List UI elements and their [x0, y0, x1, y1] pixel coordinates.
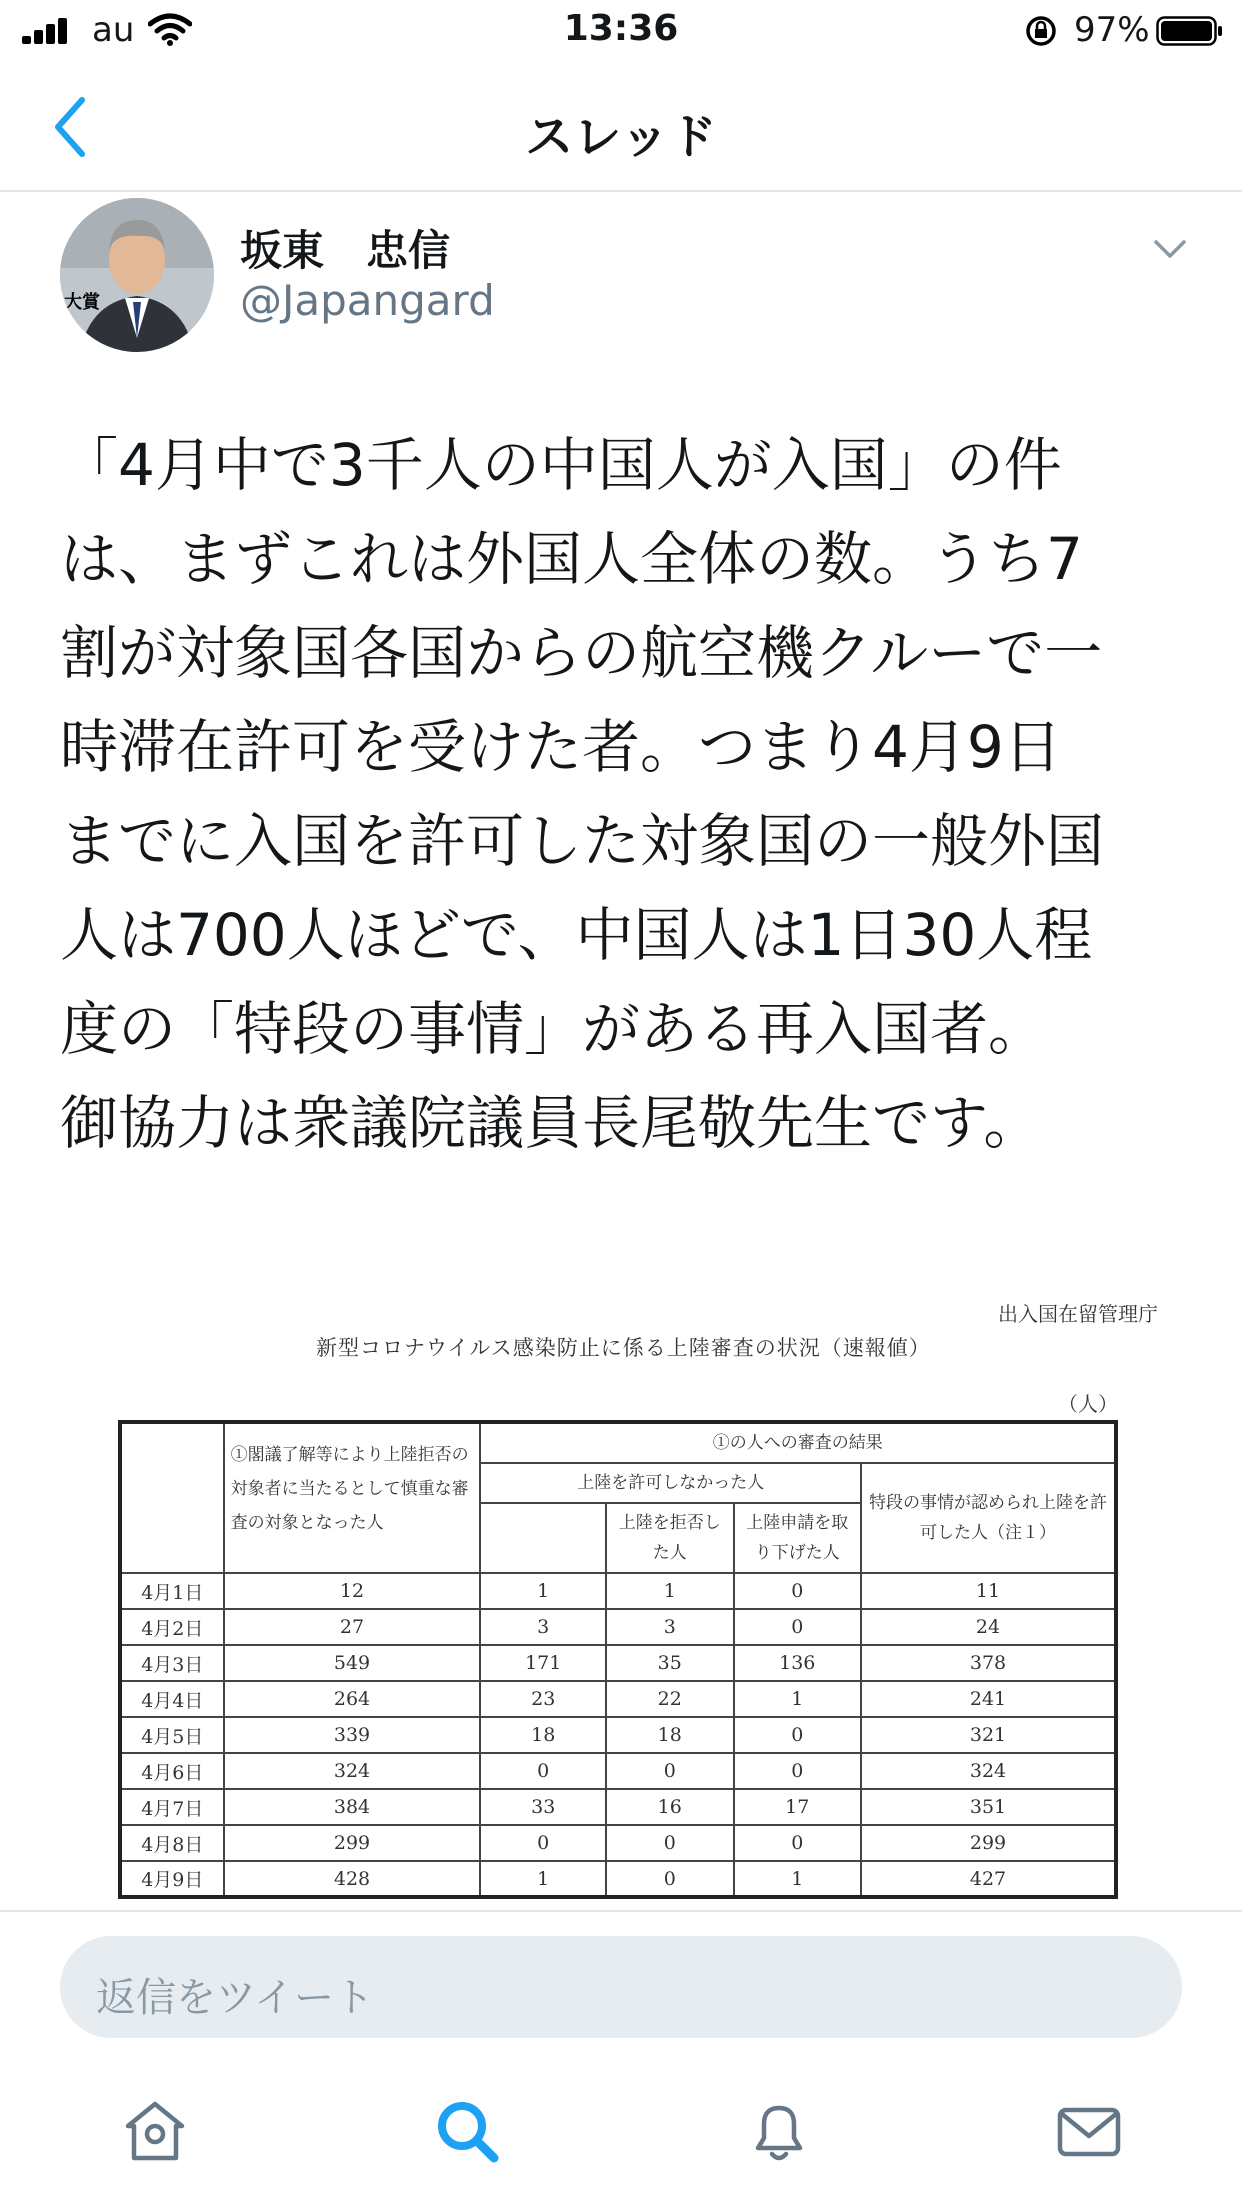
image-unit: （人） — [1058, 1392, 1118, 1416]
status-bar — [0, 0, 1242, 62]
clock: 13:36 — [563, 8, 679, 49]
table-header-blank — [480, 1503, 606, 1573]
table-cell-reviewed: 339 — [224, 1717, 481, 1753]
table-cell-not-permitted: 23 — [480, 1681, 606, 1717]
table-cell-permitted: 299 — [861, 1825, 1116, 1861]
table-cell-permitted: 321 — [861, 1717, 1116, 1753]
orientation-lock-icon — [1024, 14, 1058, 48]
table-cell-date: 4月1日 — [120, 1573, 224, 1609]
display-name[interactable]: 坂東 忠信 — [240, 226, 451, 275]
image-title: 新型コロナウイルス感染防止に係る上陸審査の状況（速報値） — [316, 1336, 931, 1360]
messages-icon[interactable] — [1054, 2096, 1124, 2166]
table-cell-not-permitted: 0 — [480, 1753, 606, 1789]
table-header-special: 特段の事情が認められ上陸を許可した人（注１） — [861, 1463, 1116, 1573]
search-icon[interactable] — [432, 2096, 502, 2166]
tweet-text-line: 割が対象国各国からの航空機クルーで一 — [60, 619, 1103, 687]
table-cell-refused: 0 — [606, 1861, 734, 1897]
table-cell-reviewed: 299 — [224, 1825, 481, 1861]
table-row — [120, 1609, 1116, 1645]
thread-header — [0, 62, 1242, 192]
tweet-text-line: 「4月中で3千人の中国人が入国」の件 — [60, 431, 1062, 499]
notifications-icon[interactable] — [744, 2096, 814, 2166]
table-cell-withdrawn: 136 — [734, 1645, 862, 1681]
avatar-photo — [60, 198, 214, 352]
table-cell-permitted: 241 — [861, 1681, 1116, 1717]
table-cell-permitted: 24 — [861, 1609, 1116, 1645]
tweet-text-line: 御協力は衆議院議員長尾敬先生です。 — [60, 1089, 1042, 1157]
table-cell-reviewed: 549 — [224, 1645, 481, 1681]
table-cell-refused: 22 — [606, 1681, 734, 1717]
table-cell-refused: 18 — [606, 1717, 734, 1753]
image-org: 出入国在留管理庁 — [998, 1302, 1158, 1326]
reply-input[interactable]: 返信をツイート — [60, 1936, 1182, 2038]
table-cell-reviewed: 384 — [224, 1789, 481, 1825]
tweet-text-line: 時滞在許可を受けた者。つまり4月9日 — [60, 713, 1062, 781]
table-cell-date: 4月9日 — [120, 1861, 224, 1897]
table-row — [120, 1861, 1116, 1897]
page-title: スレッド — [525, 109, 717, 165]
table-cell-permitted: 378 — [861, 1645, 1116, 1681]
tweet-image[interactable] — [60, 1262, 1182, 1910]
table-row — [120, 1825, 1116, 1861]
status-table — [118, 1420, 1118, 1899]
table-cell-not-permitted: 1 — [480, 1861, 606, 1897]
table-cell-refused: 0 — [606, 1825, 734, 1861]
table-header-withdrawn: 上陸申請を取り下げた人 — [734, 1503, 862, 1573]
table-cell-date: 4月6日 — [120, 1753, 224, 1789]
table-cell-withdrawn: 0 — [734, 1609, 862, 1645]
table-row — [120, 1573, 1116, 1609]
home-icon[interactable] — [120, 2096, 190, 2166]
table-cell-not-permitted: 171 — [480, 1645, 606, 1681]
table-cell-permitted: 324 — [861, 1753, 1116, 1789]
tweet-text-line: までに入国を許可した対象国の一般外国 — [60, 807, 1105, 875]
table-cell-date: 4月7日 — [120, 1789, 224, 1825]
table-cell-not-permitted: 3 — [480, 1609, 606, 1645]
table-cell-refused: 0 — [606, 1753, 734, 1789]
table-cell-withdrawn: 17 — [734, 1789, 862, 1825]
battery-percent: 97% — [1074, 10, 1150, 50]
table-cell-not-permitted: 1 — [480, 1573, 606, 1609]
tweet-text-line: 度の「特段の事情」がある再入国者。 — [60, 995, 1047, 1063]
table-cell-refused: 3 — [606, 1609, 734, 1645]
table-cell-date: 4月8日 — [120, 1825, 224, 1861]
table-row — [120, 1717, 1116, 1753]
table-cell-withdrawn: 1 — [734, 1681, 862, 1717]
table-cell-refused: 35 — [606, 1645, 734, 1681]
table-cell-reviewed: 27 — [224, 1609, 481, 1645]
battery-icon — [1156, 16, 1224, 46]
table-row — [120, 1681, 1116, 1717]
tweet-text — [60, 418, 1180, 1170]
table-row — [120, 1753, 1116, 1789]
table-cell-reviewed: 324 — [224, 1753, 481, 1789]
chevron-down-icon[interactable] — [1150, 234, 1190, 264]
table-cell-not-permitted: 18 — [480, 1717, 606, 1753]
user-handle[interactable]: @Japangard — [240, 276, 495, 325]
table-cell-refused: 16 — [606, 1789, 734, 1825]
table-header-group: ①の人への審査の結果 — [480, 1422, 1116, 1463]
table-cell-not-permitted: 33 — [480, 1789, 606, 1825]
table-cell-refused: 1 — [606, 1573, 734, 1609]
table-cell-permitted: 351 — [861, 1789, 1116, 1825]
table-cell-withdrawn: 0 — [734, 1825, 862, 1861]
table-cell-date: 4月3日 — [120, 1645, 224, 1681]
table-cell-reviewed: 428 — [224, 1861, 481, 1897]
carrier-name: au — [92, 10, 135, 50]
table-header-not-permitted: 上陸を許可しなかった人 — [480, 1463, 861, 1503]
table-cell-withdrawn: 0 — [734, 1753, 862, 1789]
avatar[interactable] — [60, 198, 214, 352]
table-header-reviewed: ①閣議了解等により上陸拒否の対象者に当たるとして慎重な審査の対象となった人 — [224, 1422, 481, 1573]
table-cell-withdrawn: 0 — [734, 1573, 862, 1609]
table-header-refused: 上陸を拒否した人 — [606, 1503, 734, 1573]
bottom-bar — [0, 1910, 1242, 2208]
table-cell-date: 4月4日 — [120, 1681, 224, 1717]
tweet-text-line: は、まずこれは外国人全体の数。うち7 — [60, 525, 1083, 593]
tweet-text-line: 人は700人ほどで、中国人は1日30人程 — [60, 901, 1093, 969]
table-cell-permitted: 11 — [861, 1573, 1116, 1609]
table-row — [120, 1645, 1116, 1681]
table-cell-permitted: 427 — [861, 1861, 1116, 1897]
table-cell-withdrawn: 0 — [734, 1717, 862, 1753]
table-cell-not-permitted: 0 — [480, 1825, 606, 1861]
table-cell-withdrawn: 1 — [734, 1861, 862, 1897]
table-cell-date: 4月2日 — [120, 1609, 224, 1645]
table-cell-date: 4月5日 — [120, 1717, 224, 1753]
table-header-empty — [120, 1422, 224, 1573]
avatar-label: 大賞 — [64, 292, 100, 313]
table-cell-reviewed: 264 — [224, 1681, 481, 1717]
table-row — [120, 1789, 1116, 1825]
table-cell-reviewed: 12 — [224, 1573, 481, 1609]
